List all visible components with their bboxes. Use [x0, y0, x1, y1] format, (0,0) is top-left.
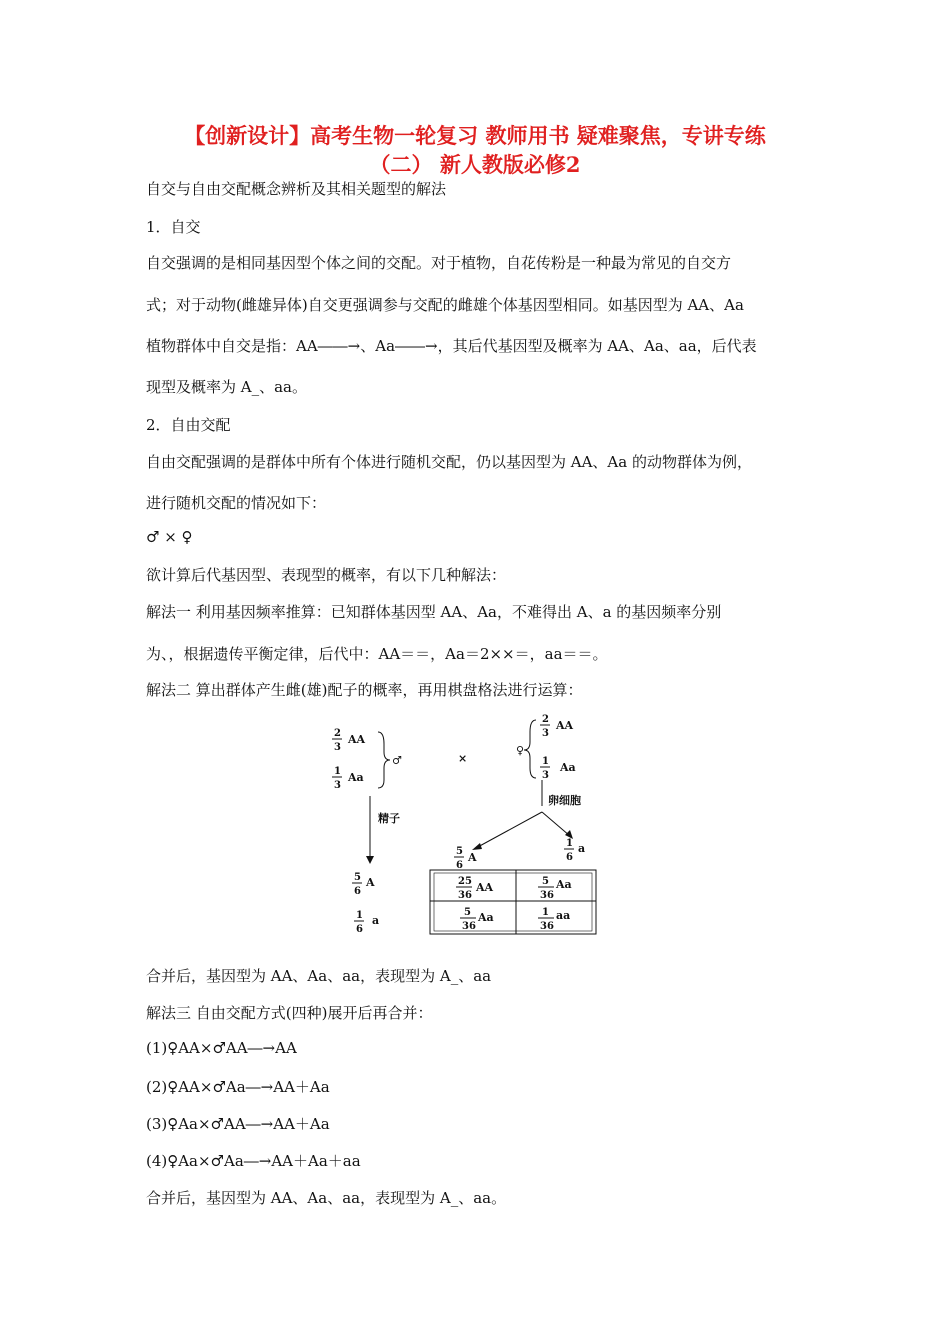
- subheading-random-mating: 2．自由交配: [146, 416, 231, 434]
- cell-den: 36: [540, 890, 554, 901]
- fraction-den: 6: [456, 860, 463, 871]
- punnett-diagram: [320, 708, 620, 948]
- fraction-num: 5: [354, 872, 361, 883]
- fraction-den: 6: [356, 924, 363, 935]
- paragraph-line: 欲计算后代基因型、表现型的概率，有以下几种解法：: [146, 566, 507, 584]
- arrow-head: [472, 843, 482, 850]
- mating-case-3: (3)♀Aa×♂AA―→AA＋Aa: [146, 1115, 330, 1133]
- fraction-den: 3: [334, 742, 341, 753]
- section-heading: 自交与自由交配概念辨析及其相关题型的解法: [146, 180, 447, 198]
- cell-genotype: AA: [476, 881, 494, 894]
- paragraph-line: 合并后，基因型为 AA、Aa、aa，表现型为 A_、aa: [146, 967, 492, 985]
- paragraph-line: 进行随机交配的情况如下：: [146, 494, 327, 512]
- fraction-num: 1: [334, 766, 341, 777]
- sperm-label: 精子: [378, 812, 400, 825]
- fraction-den: 3: [542, 770, 549, 781]
- fraction-den: 6: [566, 852, 573, 863]
- gamete-label: a: [372, 914, 380, 927]
- method-three-line: 解法三 自由交配方式(四种)展开后再合并：: [146, 1004, 433, 1022]
- gamete-label: a: [578, 842, 586, 855]
- gamete-label: A: [468, 851, 477, 864]
- gamete-label: A: [366, 876, 375, 889]
- brace-shape: [378, 732, 390, 788]
- paragraph-line: 现型及概率为 A_、aa。: [146, 378, 307, 396]
- subheading-selfing: 1．自交: [146, 218, 201, 236]
- fraction-den: 6: [354, 886, 361, 897]
- cell-num: 5: [542, 876, 549, 887]
- genotype-label: AA: [556, 719, 574, 732]
- fraction-den: 3: [542, 728, 549, 739]
- fraction-num: 2: [334, 728, 341, 739]
- arrow-head: [366, 856, 374, 864]
- paragraph-line: 为、，根据遗传平衡定律，后代中：AA＝＝，Aa＝2××＝，aa＝＝。: [146, 645, 608, 663]
- genotype-label: Aa: [560, 761, 576, 774]
- cell-num: 5: [464, 907, 471, 918]
- method-two-line: 解法二 算出群体产生雌(雄)配子的概率，再用棋盘格法进行运算：: [146, 681, 583, 699]
- cell-num: 25: [458, 876, 472, 887]
- fraction-num: 1: [356, 910, 363, 921]
- male-symbol: ♂: [392, 754, 402, 767]
- cross-sign: ×: [458, 752, 468, 765]
- cell-den: 36: [540, 921, 554, 932]
- brace-shape: [524, 720, 536, 778]
- paragraph-line: 自交强调的是相同基因型个体之间的交配。对于植物，自花传粉是一种最为常见的自交方: [146, 254, 732, 272]
- egg-label: 卵细胞: [548, 794, 581, 807]
- doc-title-line1: 【创新设计】高考生物一轮复习 教师用书 疑难聚焦，专讲专练: [184, 123, 766, 148]
- paragraph-line: 合并后，基因型为 AA、Aa、aa，表现型为 A_、aa。: [146, 1189, 507, 1207]
- cell-genotype: Aa: [556, 878, 572, 891]
- fraction-den: 3: [334, 780, 341, 791]
- cell-den: 36: [458, 890, 472, 901]
- paragraph-line: 式；对于动物(雌雄异体)自交更强调参与交配的雌雄个体基因型相同。如基因型为 AA、Aa: [146, 296, 744, 314]
- female-symbol: ♀: [516, 744, 525, 757]
- genotype-label: AA: [348, 733, 366, 746]
- fraction-num: 1: [566, 838, 573, 849]
- arrow-line: [476, 812, 542, 848]
- fraction-num: 2: [542, 714, 549, 725]
- paragraph-line: 植物群体中自交是指：AA――→、Aa――→，其后代基因型及概率为 AA、Aa、aa，后代表: [146, 337, 757, 355]
- cell-genotype: aa: [556, 909, 571, 922]
- mating-case-2: (2)♀AA×♂Aa―→AA＋Aa: [146, 1078, 330, 1096]
- genotype-label: Aa: [348, 771, 364, 784]
- doc-title-line2: （二） 新人教版必修2: [369, 152, 581, 177]
- method-one-line: 解法一 利用基因频率推算：已知群体基因型 AA、Aa，不难得出 A、a 的基因频率分别: [146, 603, 722, 621]
- fraction-num: 5: [456, 846, 463, 857]
- mating-case-4: (4)♀Aa×♂Aa―→AA＋Aa＋aa: [146, 1152, 361, 1170]
- cell-den: 36: [462, 921, 476, 932]
- mating-case-1: (1)♀AA×♂AA―→AA: [146, 1039, 297, 1057]
- paragraph-line: 自由交配强调的是群体中所有个体进行随机交配，仍以基因型为 AA、Aa 的动物群体为例，: [146, 453, 752, 471]
- cell-genotype: Aa: [478, 911, 494, 924]
- cell-num: 1: [542, 907, 549, 918]
- cross-symbol-line: ♂ × ♀: [146, 528, 193, 546]
- fraction-num: 1: [542, 756, 549, 767]
- arrow-line: [542, 812, 570, 836]
